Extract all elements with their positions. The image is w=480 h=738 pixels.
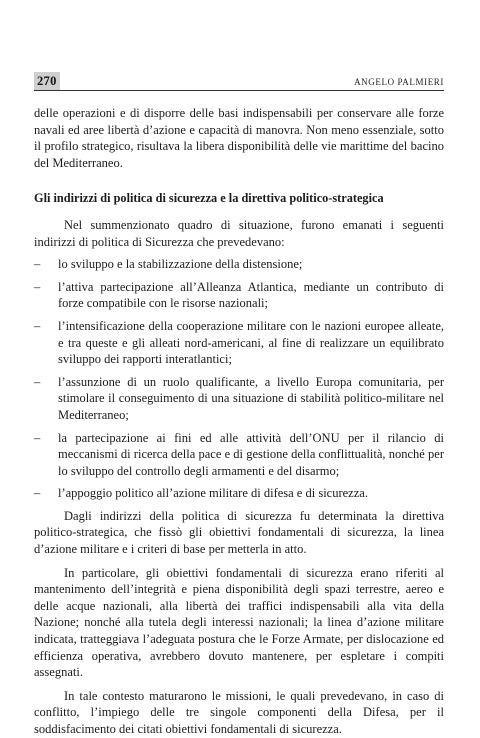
list-item [34,318,444,368]
page-header [34,72,444,91]
list-item [34,256,444,273]
paragraph-intro: Nel summenzionato quadro di situazione, furono emanati i seguenti indirizzi di politica di Sicurezza che prevedevano: [34,217,444,249]
body-text [34,105,444,738]
running-head-author: ANGELO PALMIERI [354,77,444,87]
list-dash: – [34,374,41,389]
paragraph-missions: In tale contesto maturarono le missioni, le quali prevedevano, in caso di conflitto, l’impiego delle tre singole componenti della Difesa, per il soddisfacimento dei citati obiettivi fondamentali di sicurezza. [34,688,444,736]
list-item-text: l’assunzione di un ruolo qualificante, a livello Europa comunitaria, per stimolare il conseguimento di una situazione di stabilità politico-militare nel Mediterraneo; [58,374,444,422]
paragraph-objectives: In particolare, gli obiettivi fondamentali di sicurezza erano riferiti al mantenimento dell’integrità e piena disponibilità degli spazi terrestre, aereo e delle acque nazionali, alla libertà dei traffici indispensabili alla vita della Nazione; nonché alla tutela degli interessi nazionali; la linea d’azione militare indicata, tratteggiava l’adeguata postura che le Forze Armate, per dislocazione ed efficienza operativa, avrebbero dovuto mantenere, per espletare i compiti assegnati. [34,565,444,680]
list-item-text: l’appoggio politico all’azione militare di difesa e di sicurezza. [58,486,368,501]
section-heading: Gli indirizzi di politica di sicurezza e la direttiva politico-strategica [34,191,384,206]
list-item [34,374,444,424]
policy-list [34,256,444,502]
list-item [34,485,444,502]
list-dash: – [34,430,41,445]
paragraph-directive: Dagli indirizzi della politica di sicurezza fu determinata la direttiva politico-strategica, che fissò gli obiettivi fondamentali di sicurezza, la linea d’azione militare e i criteri di base per metterla in atto. [34,508,444,557]
list-dash: – [34,318,41,333]
list-item-text: l’intensificazione della cooperazione militare con le nazioni europee alleate, e tra queste e gli alleati nord-americani, al fine di realizzare un equilibrato sviluppo dei rapporti interatlantici; [58,318,444,367]
list-item-text: l’attiva partecipazione all’Alleanza Atlantica, mediante un contributo di forze compatibile con le risorse nazionali; [58,279,444,311]
list-item-text: la partecipazione ai fini ed alle attività dell’ONU per il rilancio di meccanismi di ricerca della pace e di gestione della conflittualità, nonché per lo sviluppo del controllo degli armamenti e del disarmo; [58,430,444,478]
header-rule [34,90,444,91]
list-item-text: lo sviluppo e la stabilizzazione della distensione; [58,257,303,272]
page-number: 270 [34,72,60,91]
list-item [34,279,444,312]
list-item [34,430,444,480]
paragraph-continuation: delle operazioni e di disporre delle basi indispensabili per conservare alle forze navali ed aree libertà d’azione e capacità di manovra. Non meno essenziale, sotto il profilo strategico, risultava la libera disponibilità delle vie marittime del bacino del Mediterraneo. [34,106,444,170]
list-dash: – [34,486,41,501]
list-dash: – [34,279,41,294]
list-dash: – [34,257,41,272]
